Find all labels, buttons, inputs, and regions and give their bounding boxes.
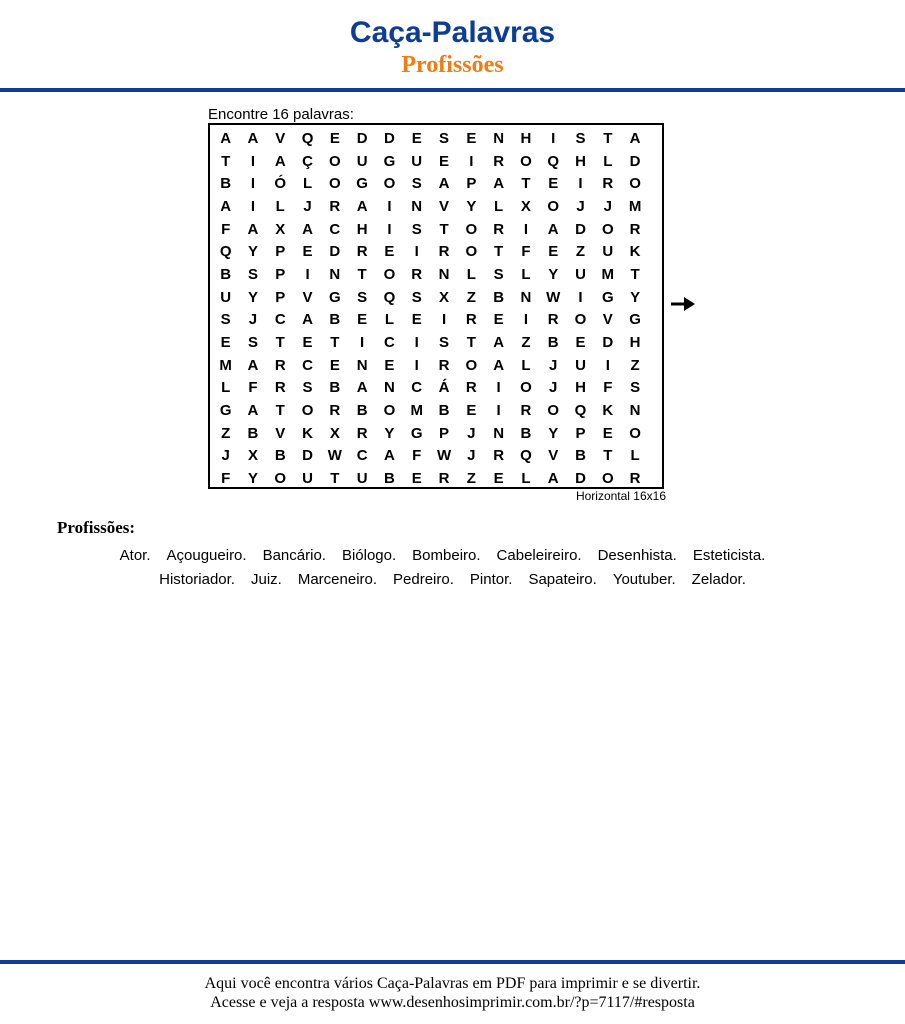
- grid-cell[interactable]: R: [629, 470, 641, 488]
- grid-cell[interactable]: E: [493, 470, 504, 488]
- grid-cell[interactable]: I: [469, 152, 474, 170]
- grid-cell[interactable]: D: [329, 243, 341, 261]
- grid-cell[interactable]: B: [547, 334, 559, 352]
- grid-cell[interactable]: B: [384, 470, 395, 488]
- header-divider: [0, 88, 905, 92]
- grid-cell[interactable]: O: [520, 379, 532, 397]
- grid-cell[interactable]: E: [329, 356, 340, 374]
- grid-cell[interactable]: P: [466, 175, 477, 193]
- grid-cell[interactable]: G: [219, 402, 232, 420]
- grid-cell[interactable]: E: [575, 334, 586, 352]
- grid-cell[interactable]: Y: [466, 197, 477, 215]
- grid-cell[interactable]: A: [302, 311, 313, 329]
- grid-cell[interactable]: X: [520, 197, 531, 215]
- grid-cell[interactable]: A: [247, 402, 259, 420]
- grid-cell[interactable]: B: [247, 424, 259, 442]
- grid-cell[interactable]: G: [601, 288, 614, 306]
- grid-cell[interactable]: J: [221, 447, 230, 465]
- grid-cell[interactable]: S: [411, 175, 422, 193]
- grid-cell[interactable]: R: [438, 470, 450, 488]
- grid-cell[interactable]: D: [575, 470, 586, 488]
- grid-cell[interactable]: O: [329, 175, 341, 193]
- grid-cell[interactable]: O: [383, 402, 396, 420]
- grid-cell[interactable]: C: [384, 334, 395, 352]
- grid-cell[interactable]: Y: [247, 243, 258, 261]
- grid-cell[interactable]: T: [221, 152, 231, 170]
- grid-cell[interactable]: I: [414, 334, 419, 352]
- grid-cell[interactable]: G: [356, 175, 368, 193]
- grid-cell[interactable]: J: [549, 379, 558, 397]
- puzzle-instruction: Encontre 16 palavras:: [208, 106, 354, 123]
- grid-cell[interactable]: Q: [219, 243, 232, 261]
- grid-cell[interactable]: R: [274, 356, 286, 374]
- grid-cell[interactable]: S: [220, 311, 231, 329]
- grid-cell[interactable]: K: [602, 402, 614, 420]
- grid-cell[interactable]: B: [329, 379, 341, 397]
- grid-cell[interactable]: I: [250, 197, 256, 215]
- grid-cell[interactable]: S: [247, 265, 258, 283]
- grid-cell[interactable]: B: [493, 288, 505, 306]
- letter-grid: [210, 127, 649, 490]
- grid-cell[interactable]: N: [329, 265, 341, 283]
- grid-cell[interactable]: O: [301, 402, 314, 420]
- grid-cell[interactable]: I: [387, 220, 392, 238]
- grid-cell[interactable]: W: [546, 288, 561, 306]
- grid-cell[interactable]: B: [520, 424, 532, 442]
- grid-cell[interactable]: P: [275, 288, 286, 306]
- grid-cell[interactable]: H: [520, 129, 532, 147]
- page-title: Caça-Palavras: [349, 16, 556, 49]
- grid-cell[interactable]: N: [629, 402, 641, 420]
- grid-cell[interactable]: B: [220, 265, 232, 283]
- grid-cell[interactable]: A: [247, 356, 259, 374]
- grid-cell[interactable]: A: [247, 220, 259, 238]
- grid-cell[interactable]: A: [493, 175, 505, 193]
- grid-cell[interactable]: F: [248, 379, 258, 397]
- grid-cell[interactable]: L: [521, 356, 531, 374]
- grid-cell[interactable]: F: [412, 447, 422, 465]
- grid-cell[interactable]: R: [329, 197, 341, 215]
- grid-cell[interactable]: C: [411, 379, 423, 397]
- grid-cell[interactable]: R: [602, 175, 614, 193]
- grid-cell[interactable]: E: [466, 129, 477, 147]
- grid-cell[interactable]: G: [410, 424, 423, 442]
- grid-cell[interactable]: E: [602, 424, 613, 442]
- grid-cell[interactable]: Z: [575, 243, 586, 261]
- word-list-line-1: [0, 547, 895, 564]
- grid-cell[interactable]: J: [603, 197, 612, 215]
- grid-cell[interactable]: I: [551, 129, 556, 147]
- grid-cell[interactable]: T: [330, 470, 340, 488]
- grid-cell[interactable]: F: [603, 379, 613, 397]
- grid-cell[interactable]: T: [630, 265, 640, 283]
- grid-cell[interactable]: G: [383, 152, 396, 170]
- grid-cell[interactable]: B: [329, 311, 341, 329]
- grid-cell[interactable]: Y: [384, 424, 395, 442]
- grid-cell[interactable]: Á: [438, 379, 450, 397]
- grid-cell[interactable]: P: [275, 243, 286, 261]
- grid-cell[interactable]: I: [605, 356, 610, 374]
- word-search-grid: [208, 123, 664, 489]
- grid-cell[interactable]: Y: [548, 424, 559, 442]
- grid-cell[interactable]: T: [357, 265, 367, 283]
- grid-cell[interactable]: A: [629, 129, 641, 147]
- grid-cell[interactable]: X: [439, 288, 450, 306]
- grid-cell[interactable]: L: [221, 379, 231, 397]
- grid-cell[interactable]: I: [387, 197, 392, 215]
- grid-cell[interactable]: A: [384, 447, 395, 465]
- grid-cell[interactable]: E: [411, 129, 422, 147]
- word-list-line-2: [0, 571, 905, 588]
- grid-cell[interactable]: U: [356, 470, 368, 488]
- grid-cell[interactable]: T: [275, 334, 285, 352]
- grid-cell[interactable]: V: [439, 197, 450, 215]
- grid-cell[interactable]: S: [439, 129, 450, 147]
- grid-cell[interactable]: D: [356, 129, 368, 147]
- grid-cell[interactable]: O: [520, 152, 532, 170]
- grid-cell[interactable]: D: [629, 152, 641, 170]
- word-list-item: Juiz.: [250, 571, 282, 588]
- grid-cell[interactable]: O: [383, 265, 396, 283]
- grid-cell[interactable]: J: [576, 197, 585, 215]
- grid-cell[interactable]: P: [575, 424, 586, 442]
- grid-cell[interactable]: L: [384, 311, 395, 329]
- grid-cell[interactable]: L: [603, 152, 613, 170]
- grid-cell[interactable]: Q: [520, 447, 532, 465]
- grid-cell[interactable]: E: [329, 129, 340, 147]
- grid-cell[interactable]: Ó: [274, 175, 287, 193]
- grid-cell[interactable]: F: [521, 243, 531, 261]
- grid-cell[interactable]: E: [411, 470, 422, 488]
- word-list-item: Açougueiro.: [166, 547, 247, 564]
- word-list-item: Marceneiro.: [297, 571, 378, 588]
- word-list-item: Sapateiro.: [528, 571, 597, 588]
- grid-cell[interactable]: L: [302, 175, 313, 193]
- grid-cell[interactable]: R: [356, 424, 368, 442]
- grid-cell[interactable]: B: [438, 402, 450, 420]
- word-list-item: Cabeleireiro.: [496, 547, 582, 564]
- grid-cell[interactable]: T: [521, 175, 531, 193]
- grid-cell[interactable]: I: [441, 311, 447, 329]
- word-list-item: Bombeiro.: [412, 547, 481, 564]
- grid-cell[interactable]: A: [220, 129, 232, 147]
- grid-cell[interactable]: E: [384, 243, 395, 261]
- grid-cell[interactable]: U: [575, 265, 586, 283]
- word-list-item: Pintor.: [469, 571, 513, 588]
- grid-cell[interactable]: S: [411, 220, 422, 238]
- word-list-item: Bancário.: [262, 547, 326, 564]
- grid-cell[interactable]: I: [250, 152, 256, 170]
- grid-cell[interactable]: I: [250, 175, 256, 193]
- grid-cell[interactable]: X: [329, 424, 340, 442]
- grid-cell[interactable]: J: [248, 311, 258, 329]
- grid-cell[interactable]: B: [274, 447, 286, 465]
- grid-cell[interactable]: J: [303, 197, 312, 215]
- grid-cell[interactable]: R: [274, 379, 286, 397]
- grid-cell[interactable]: R: [438, 356, 450, 374]
- grid-cell[interactable]: U: [302, 470, 313, 488]
- grid-cell[interactable]: R: [493, 152, 505, 170]
- grid-cell[interactable]: U: [411, 152, 423, 170]
- grid-cell[interactable]: Z: [630, 356, 640, 374]
- grid-cell[interactable]: E: [302, 334, 313, 352]
- word-list-item: Pedreiro.: [393, 571, 454, 588]
- word-list-item: Desenhista.: [597, 547, 677, 564]
- word-list-item: Biólogo.: [341, 547, 397, 564]
- grid-cell[interactable]: I: [578, 175, 583, 193]
- grid-cell[interactable]: E: [493, 311, 504, 329]
- grid-cell[interactable]: E: [220, 334, 231, 352]
- grid-cell[interactable]: G: [629, 311, 641, 329]
- grid-cell[interactable]: M: [628, 197, 642, 215]
- grid-cell[interactable]: T: [275, 402, 285, 420]
- footer-text: Aqui você encontra vários Caça-Palavras em PDF para imprimir e se divertir.: [204, 975, 701, 992]
- grid-cell[interactable]: R: [493, 220, 505, 238]
- grid-cell[interactable]: E: [548, 243, 559, 261]
- grid-cell[interactable]: Q: [301, 129, 314, 147]
- grid-cell[interactable]: M: [601, 265, 615, 283]
- grid-cell[interactable]: O: [274, 470, 287, 488]
- grid-cell[interactable]: I: [578, 288, 583, 306]
- grid-cell[interactable]: O: [629, 175, 641, 193]
- word-list-heading: Profissões:: [57, 518, 136, 537]
- grid-cell[interactable]: A: [547, 470, 559, 488]
- grid-cell[interactable]: M: [410, 402, 423, 420]
- grid-cell[interactable]: D: [602, 334, 614, 352]
- footer-link-text: Acesse e veja a resposta www.desenhosimprimir.com.br/?p=7117/#resposta: [210, 994, 695, 1011]
- grid-cell[interactable]: I: [496, 402, 501, 420]
- grid-cell[interactable]: A: [247, 129, 259, 147]
- grid-cell[interactable]: X: [247, 447, 258, 465]
- grid-cell[interactable]: J: [467, 424, 476, 442]
- word-list-item: Zelador.: [691, 571, 746, 588]
- grid-cell[interactable]: I: [496, 379, 501, 397]
- grid-cell[interactable]: T: [439, 220, 449, 238]
- grid-cell[interactable]: E: [439, 152, 450, 170]
- grid-cell[interactable]: U: [602, 243, 614, 261]
- grid-cell[interactable]: Y: [247, 470, 258, 488]
- grid-cell[interactable]: O: [629, 424, 641, 442]
- grid-cell[interactable]: U: [575, 356, 586, 374]
- grid-cell[interactable]: L: [466, 265, 476, 283]
- right-arrow-icon: [670, 294, 696, 314]
- grid-cell[interactable]: Q: [574, 402, 587, 420]
- grid-cell[interactable]: F: [221, 220, 231, 238]
- grid-label: Horizontal 16x16: [575, 489, 666, 503]
- grid-cell[interactable]: T: [494, 243, 504, 261]
- grid-cell[interactable]: E: [384, 356, 395, 374]
- grid-cell[interactable]: R: [438, 243, 450, 261]
- grid-cell[interactable]: Y: [548, 265, 559, 283]
- grid-cell[interactable]: B: [575, 447, 586, 465]
- grid-cell[interactable]: V: [275, 129, 286, 147]
- grid-cell[interactable]: N: [384, 379, 395, 397]
- grid-cell[interactable]: T: [466, 334, 476, 352]
- grid-cell[interactable]: Q: [547, 152, 560, 170]
- grid-cell[interactable]: I: [305, 265, 310, 283]
- grid-cell[interactable]: B: [356, 402, 368, 420]
- grid-cell[interactable]: J: [549, 356, 558, 374]
- grid-cell[interactable]: M: [219, 356, 232, 374]
- grid-cell[interactable]: T: [603, 447, 613, 465]
- grid-cell[interactable]: L: [521, 265, 531, 283]
- grid-cell[interactable]: O: [329, 152, 341, 170]
- grid-cell[interactable]: O: [465, 243, 478, 261]
- grid-cell[interactable]: L: [630, 447, 640, 465]
- grid-cell[interactable]: O: [465, 220, 478, 238]
- grid-cell[interactable]: R: [411, 265, 423, 283]
- grid-cell[interactable]: L: [275, 197, 285, 215]
- grid-cell[interactable]: N: [493, 129, 505, 147]
- grid-cell[interactable]: C: [302, 356, 313, 374]
- grid-cell[interactable]: O: [601, 220, 614, 238]
- grid-cell[interactable]: C: [356, 447, 368, 465]
- grid-cell[interactable]: E: [302, 243, 313, 261]
- grid-cell[interactable]: V: [602, 311, 613, 329]
- grid-cell[interactable]: F: [221, 470, 231, 488]
- grid-cell[interactable]: H: [575, 152, 586, 170]
- grid-cell[interactable]: S: [575, 129, 586, 147]
- grid-cell[interactable]: R: [329, 402, 341, 420]
- grid-cell[interactable]: E: [548, 175, 559, 193]
- grid-cell[interactable]: W: [436, 447, 452, 465]
- grid-cell[interactable]: V: [548, 447, 559, 465]
- grid-cell[interactable]: O: [547, 197, 560, 215]
- grid-cell[interactable]: Z: [521, 334, 531, 352]
- grid-cell[interactable]: E: [357, 311, 368, 329]
- word-list-item: Youtuber.: [612, 571, 676, 588]
- grid-cell[interactable]: J: [467, 447, 476, 465]
- grid-cell[interactable]: U: [356, 152, 368, 170]
- grid-cell[interactable]: T: [603, 129, 613, 147]
- grid-cell[interactable]: Q: [383, 288, 396, 306]
- page-subtitle: Profissões: [401, 52, 504, 78]
- grid-cell[interactable]: S: [357, 288, 368, 306]
- grid-cell[interactable]: O: [383, 175, 396, 193]
- grid-cell[interactable]: S: [439, 334, 450, 352]
- grid-cell[interactable]: V: [302, 288, 313, 306]
- grid-cell[interactable]: O: [465, 356, 478, 374]
- grid-cell[interactable]: R: [629, 220, 641, 238]
- grid-cell[interactable]: E: [411, 311, 422, 329]
- grid-cell[interactable]: U: [220, 288, 232, 306]
- footer-divider: [0, 960, 905, 964]
- grid-cell[interactable]: H: [629, 334, 641, 352]
- grid-cell[interactable]: R: [356, 243, 368, 261]
- grid-cell[interactable]: C: [274, 311, 286, 329]
- grid-cell[interactable]: R: [493, 447, 505, 465]
- grid-cell[interactable]: C: [329, 220, 341, 238]
- word-list-item: Esteticista.: [692, 547, 766, 564]
- grid-cell[interactable]: S: [247, 334, 258, 352]
- grid-cell[interactable]: P: [439, 424, 450, 442]
- grid-cell[interactable]: R: [520, 402, 532, 420]
- grid-cell[interactable]: N: [411, 197, 423, 215]
- grid-cell[interactable]: K: [629, 243, 641, 261]
- grid-cell[interactable]: I: [360, 334, 365, 352]
- grid-cell[interactable]: Y: [630, 288, 641, 306]
- grid-cell[interactable]: A: [274, 152, 286, 170]
- grid-cell[interactable]: Z: [466, 470, 476, 488]
- grid-cell[interactable]: R: [465, 311, 477, 329]
- grid-cell[interactable]: S: [411, 288, 422, 306]
- grid-cell[interactable]: I: [414, 243, 419, 261]
- grid-cell[interactable]: I: [414, 356, 419, 374]
- grid-cell[interactable]: N: [356, 356, 368, 374]
- grid-cell[interactable]: D: [384, 129, 395, 147]
- grid-cell[interactable]: H: [356, 220, 368, 238]
- grid-cell[interactable]: S: [630, 379, 641, 397]
- grid-cell[interactable]: N: [520, 288, 532, 306]
- grid-cell[interactable]: A: [438, 175, 450, 193]
- grid-cell[interactable]: P: [275, 265, 286, 283]
- grid-cell[interactable]: V: [275, 424, 286, 442]
- grid-cell[interactable]: S: [493, 265, 504, 283]
- grid-cell[interactable]: H: [575, 379, 586, 397]
- grid-cell[interactable]: E: [466, 402, 477, 420]
- grid-cell[interactable]: N: [493, 424, 505, 442]
- grid-cell[interactable]: Y: [247, 288, 258, 306]
- grid-cell[interactable]: I: [523, 311, 528, 329]
- grid-cell[interactable]: O: [601, 470, 614, 488]
- grid-cell[interactable]: L: [521, 470, 531, 488]
- grid-cell[interactable]: S: [302, 379, 313, 397]
- grid-cell[interactable]: A: [356, 379, 368, 397]
- grid-cell[interactable]: X: [275, 220, 286, 238]
- grid-cell[interactable]: R: [465, 379, 477, 397]
- grid-cell[interactable]: T: [330, 334, 340, 352]
- word-list-item: Historiador.: [159, 571, 235, 588]
- grid-cell[interactable]: A: [356, 197, 368, 215]
- grid-cell[interactable]: G: [329, 288, 341, 306]
- grid-cell[interactable]: N: [438, 265, 450, 283]
- grid-cell[interactable]: D: [302, 447, 313, 465]
- grid-cell[interactable]: W: [327, 447, 342, 465]
- grid-cell[interactable]: A: [547, 220, 559, 238]
- grid-cell[interactable]: D: [575, 220, 586, 238]
- grid-cell[interactable]: A: [493, 356, 505, 374]
- grid-cell[interactable]: Z: [466, 288, 476, 306]
- grid-cell[interactable]: A: [493, 334, 505, 352]
- grid-cell[interactable]: L: [494, 197, 504, 215]
- grid-cell[interactable]: O: [547, 402, 560, 420]
- grid-cell[interactable]: Ç: [302, 152, 313, 170]
- grid-cell[interactable]: Z: [221, 424, 231, 442]
- grid-cell[interactable]: A: [302, 220, 313, 238]
- grid-cell[interactable]: K: [302, 424, 313, 442]
- word-list-item: Ator.: [119, 547, 151, 564]
- grid-cell[interactable]: O: [574, 311, 587, 329]
- grid-cell[interactable]: A: [220, 197, 232, 215]
- grid-cell[interactable]: B: [220, 175, 232, 193]
- grid-cell[interactable]: I: [523, 220, 528, 238]
- grid-cell[interactable]: R: [547, 311, 559, 329]
